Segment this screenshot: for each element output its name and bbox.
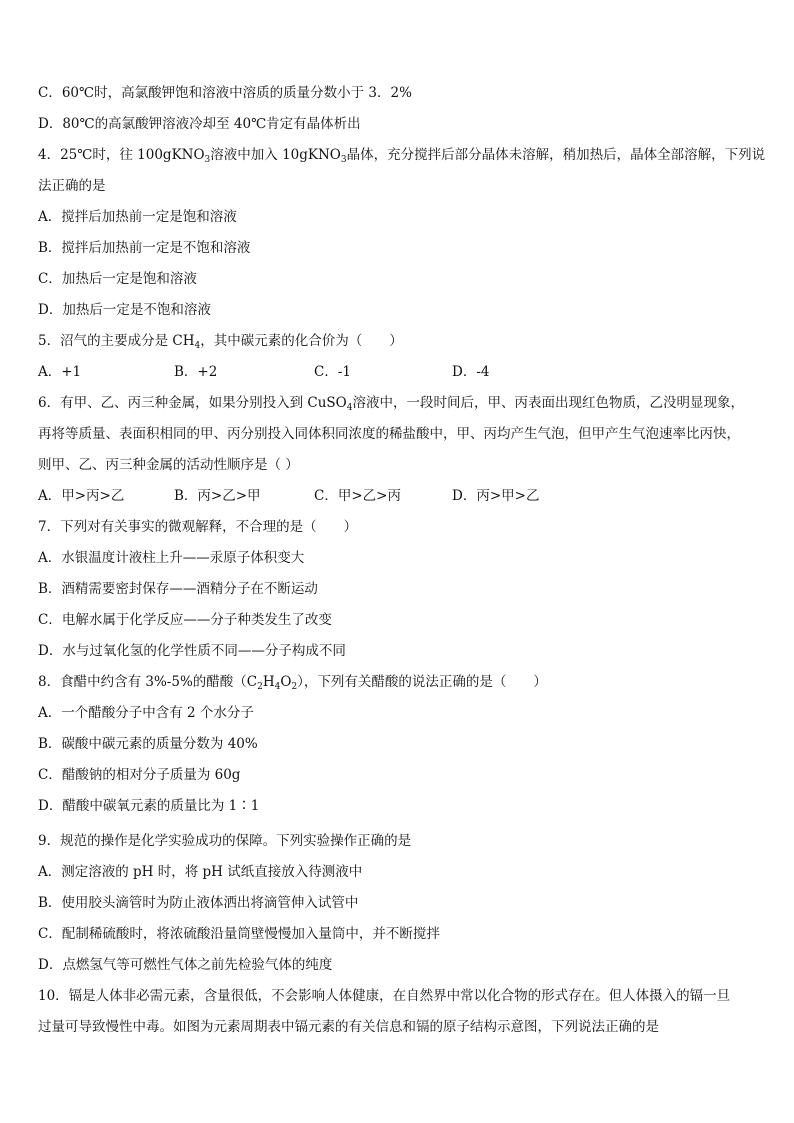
q6-option-b: B．丙>乙>甲 bbox=[174, 488, 261, 504]
option-text: A．水银温度计液柱上升——汞原子体积变大 bbox=[38, 550, 305, 566]
option-text: D．醋酸中碳氧元素的质量比为 1∶1 bbox=[38, 798, 260, 814]
stem-text: 溶液中，一段时间后，甲、丙表面出现红色物质，乙没明显现象， bbox=[352, 395, 744, 411]
q6-stem-continued bbox=[38, 425, 758, 443]
q5-stem bbox=[38, 332, 758, 350]
q6-option-a: A．甲>丙>乙 bbox=[38, 488, 125, 504]
stem-text: 晶体，充分搅拌后部分晶体未溶解，稍加热后，晶体全部溶解，下列说 bbox=[346, 147, 766, 163]
q4-option-a bbox=[38, 208, 758, 226]
option-text: C．醋酸钠的相对分子质量为 60g bbox=[38, 767, 241, 783]
subscript: 4 bbox=[346, 403, 353, 413]
q5-option-c: C．-1 bbox=[314, 364, 351, 380]
stem-text: 则甲、乙、丙三种金属的活动性顺序是（ ） bbox=[38, 457, 299, 473]
subscript: 4 bbox=[274, 682, 281, 692]
q3-option-c bbox=[38, 84, 758, 102]
q6-stem-continued-2 bbox=[38, 456, 758, 474]
q4-stem-continued bbox=[38, 177, 758, 195]
q3-option-d bbox=[38, 115, 758, 133]
stem-text: ，其中碳元素的化合价为（ ） bbox=[200, 333, 403, 349]
q9-stem bbox=[38, 832, 758, 850]
q7-option-d bbox=[38, 642, 758, 660]
subscript: 3 bbox=[204, 155, 211, 165]
q7-option-c bbox=[38, 611, 758, 629]
option-text: B．搅拌后加热前一定是不饱和溶液 bbox=[38, 240, 251, 256]
q10-stem bbox=[38, 987, 758, 1005]
q6-stem bbox=[38, 394, 758, 412]
option-text: D．水与过氧化氢的化学性质不同——分子构成不同 bbox=[38, 643, 346, 659]
option-text: C．配制稀硫酸时，将浓硫酸沿量筒壁慢慢加入量筒中，并不断搅拌 bbox=[38, 926, 440, 942]
q7-option-b bbox=[38, 580, 758, 598]
stem-text: 溶液中加入 10gKNO bbox=[210, 147, 341, 163]
option-text: C．加热后一定是饱和溶液 bbox=[38, 271, 197, 287]
q9-option-b bbox=[38, 894, 758, 912]
q7-stem bbox=[38, 518, 758, 536]
q5-option-b: B．+2 bbox=[174, 364, 218, 380]
option-text: A．一个醋酸分子中含有 2 个水分子 bbox=[38, 705, 254, 721]
q8-option-c bbox=[38, 766, 758, 784]
q9-option-a bbox=[38, 863, 758, 881]
q8-option-a bbox=[38, 704, 758, 722]
q4-option-d bbox=[38, 301, 758, 319]
stem-text: 10．镉是人体非必需元素，含量很低，不会影响人体健康，在自然界中常以化合物的形式存在。但人体摄入的镉一旦 bbox=[38, 988, 731, 1004]
stem-text: 法正确的是 bbox=[38, 178, 106, 194]
q5-option-d: D．-4 bbox=[452, 364, 490, 380]
option-text: D．加热后一定是不饱和溶液 bbox=[38, 302, 211, 318]
stem-text: 8．食醋中约含有 3%-5%的醋酸（C bbox=[38, 674, 258, 690]
option-text: B．使用胶头滴管时为防止液体洒出将滴管伸入试管中 bbox=[38, 895, 359, 911]
q4-option-c bbox=[38, 270, 758, 288]
stem-text: 过量可导致慢性中毒。如图为元素周期表中镉元素的有关信息和镉的原子结构示意图，下列说法正确的是 bbox=[38, 1019, 659, 1035]
q8-stem bbox=[38, 673, 758, 691]
stem-text: ），下列有关醋酸的说法正确的是（ ） bbox=[297, 674, 547, 690]
q7-option-a bbox=[38, 549, 758, 567]
subscript: 2 bbox=[291, 682, 298, 692]
stem-text: 再将等质量、表面积相同的甲、丙分别投入同体积同浓度的稀盐酸中，甲、丙均产生气泡，但甲产生气泡速率比丙快， bbox=[38, 426, 740, 442]
stem-text: 6．有甲、乙、丙三种金属，如果分别投入到 CuSO bbox=[38, 395, 347, 411]
stem-text: 5．沼气的主要成分是 CH bbox=[38, 333, 195, 349]
option-text: C．60℃时，高氯酸钾饱和溶液中溶质的质量分数小于 3．2% bbox=[38, 85, 412, 101]
subscript: 3 bbox=[340, 155, 347, 165]
q6-option-d: D．丙>甲>乙 bbox=[452, 488, 540, 504]
q8-option-d bbox=[38, 797, 758, 815]
q4-stem bbox=[38, 146, 766, 165]
stem-text: 9．规范的操作是化学实验成功的保障。下列实验操作正确的是 bbox=[38, 833, 412, 849]
option-text: D．80℃的高氯酸钾溶液冷却至 40℃肯定有晶体析出 bbox=[38, 116, 361, 132]
option-text: A．测定溶液的 pH 时，将 pH 试纸直接放入待测液中 bbox=[38, 864, 363, 880]
q8-option-b bbox=[38, 735, 758, 753]
q9-option-d bbox=[38, 956, 758, 974]
option-text: B．碳酸中碳元素的质量分数为 40% bbox=[38, 736, 258, 752]
q10-stem-continued bbox=[38, 1018, 758, 1036]
subscript: 2 bbox=[257, 682, 263, 692]
stem-text: O bbox=[280, 674, 292, 690]
option-text: A．搅拌后加热前一定是饱和溶液 bbox=[38, 209, 237, 225]
subscript: 4 bbox=[194, 341, 201, 351]
stem-text: 7．下列对有关事实的微观解释，不合理的是（ ） bbox=[38, 519, 358, 535]
option-text: D．点燃氢气等可燃性气体之前先检验气体的纯度 bbox=[38, 957, 333, 973]
q5-option-a: A．+1 bbox=[38, 364, 82, 380]
option-text: C．电解水属于化学反应——分子种类发生了改变 bbox=[38, 612, 332, 628]
q6-option-c: C．甲>乙>丙 bbox=[314, 488, 401, 504]
stem-text: 4．25℃时，往 100gKNO bbox=[38, 147, 205, 163]
q4-option-b bbox=[38, 239, 758, 257]
stem-text: H bbox=[262, 674, 275, 690]
option-text: B．酒精需要密封保存——酒精分子在不断运动 bbox=[38, 581, 318, 597]
q9-option-c bbox=[38, 925, 758, 943]
